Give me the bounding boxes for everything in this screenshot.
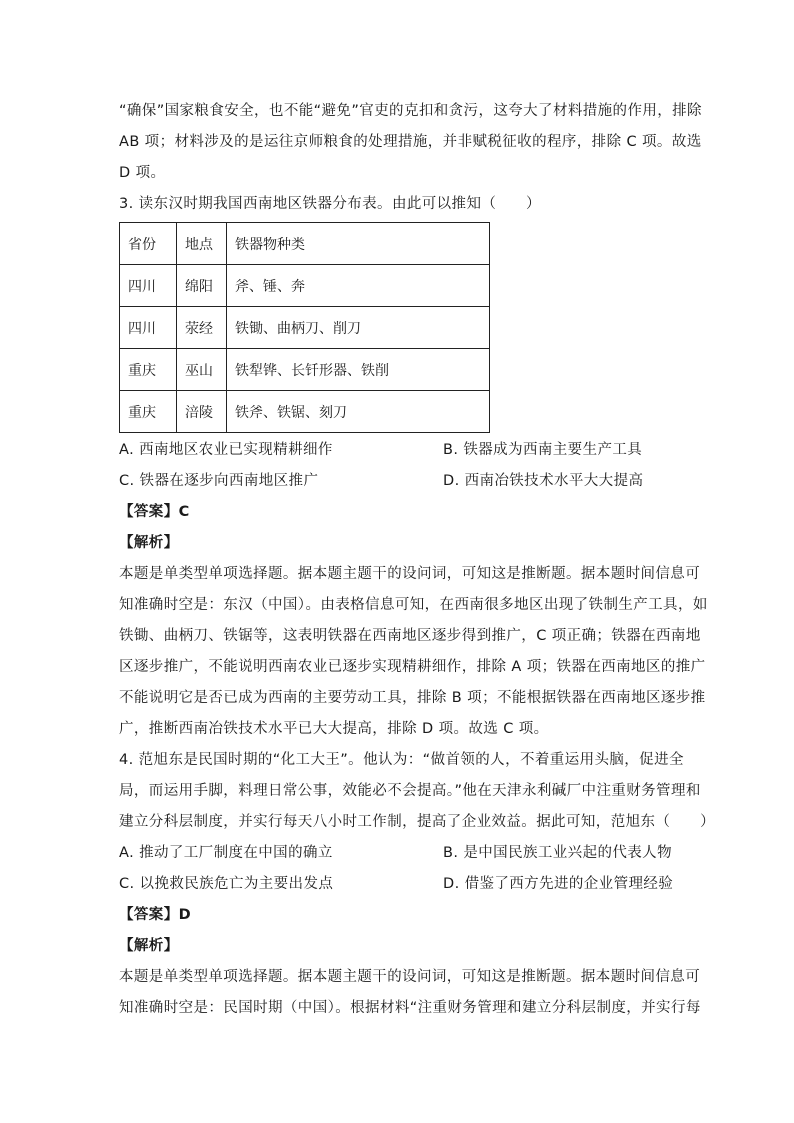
text-line: 铁锄、曲柄刀、铁锯等，这表明铁器在西南地区逐步得到推广，C 项正确；铁器在西南地 [119,628,701,644]
table-row [120,349,490,391]
text-line: D 项。 [119,165,166,181]
table-cell: 铁锄、曲柄刀、削刀 [227,307,490,349]
table-cell: 铁斧、铁锯、刻刀 [227,391,490,433]
table-cell: 荥经 [177,307,227,349]
analysis-paragraph [119,962,701,1024]
answer-line: 【答案】C [119,504,190,520]
table-header-row [120,223,490,265]
analysis-label: 【解析】 [119,938,179,954]
options-row [119,838,679,869]
text-line: 区逐步推广，不能说明西南农业已逐步实现精耕细作，排除 A 项；铁器在西南地区的推广 [119,659,706,675]
table-cell: 巫山 [177,349,227,391]
table-cell: 重庆 [120,391,177,433]
text-line: 知准确时空是：东汉（中国）。由表格信息可知，在西南很多地区出现了铁制生产工具，如 [119,597,708,613]
text-line: 广，推断西南冶铁技术水平已大大提高，排除 D 项。故选 C 项。 [119,721,549,737]
analysis-paragraph [119,559,708,745]
text-line: 本题是单类型单项选择题。据本题主题干的设问词，可知这是推断题。据本题时间信息可 [119,566,701,582]
analysis-label: 【解析】 [119,535,179,551]
table-cell: 斧、锤、奔 [227,265,490,307]
intro-paragraph [119,96,702,189]
table-row [120,307,490,349]
table-header-cell: 省份 [120,223,177,265]
question-stem: 建立分科层制度，并实行每天八小时工作制，提高了企业效益。据此可知，范旭东（ ） [119,814,715,830]
options-row [119,466,679,497]
text-line: 知准确时空是：民国时期（中国）。根据材料“注重财务管理和建立分科层制度，并实行每 [119,1000,701,1016]
document-page [119,96,715,1024]
text-line: 本题是单类型单项选择题。据本题主题干的设问词，可知这是推断题。据本题时间信息可 [119,969,701,985]
options-row [119,435,679,466]
table-row [120,265,490,307]
option-c: C. 以挽救民族危亡为主要出发点 [119,876,334,892]
table-cell: 涪陵 [177,391,227,433]
iron-tools-table [119,222,490,433]
option-d: D. 西南冶铁技术水平大大提高 [443,473,644,489]
option-a: A. 推动了工厂制度在中国的确立 [119,845,333,861]
table-cell: 四川 [120,265,177,307]
question-stem: 局，而运用手脚，料理日常公事，效能必不会提高。”他在天津永利碱厂中注重财务管理和 [119,783,701,799]
table-header-cell: 铁器物种类 [227,223,490,265]
option-d: D. 借鉴了西方先进的企业管理经验 [443,876,674,892]
option-b: B. 是中国民族工业兴起的代表人物 [443,845,672,861]
options-row [119,869,679,900]
option-c: C. 铁器在逐步向西南地区推广 [119,473,319,489]
text-line: 不能说明它是否已成为西南的主要劳动工具，排除 B 项；不能根据铁器在西南地区逐步推 [119,690,706,706]
table-cell: 铁犁铧、长钎形器、铁削 [227,349,490,391]
question-stem: 4. 范旭东是民国时期的“化工大王”。他认为：“做首领的人，不着重运用头脑，促进全 [119,752,684,768]
text-line: AB 项；材料涉及的是运往京师粮食的处理措施，并非赋税征收的程序，排除 C 项。故选 [119,134,702,150]
table-cell: 四川 [120,307,177,349]
question-3 [119,189,708,745]
option-a: A. 西南地区农业已实现精耕细作 [119,442,333,458]
table-cell: 绵阳 [177,265,227,307]
option-b: B. 铁器成为西南主要生产工具 [443,442,643,458]
table-cell: 重庆 [120,349,177,391]
question-4 [119,745,715,1024]
answer-line: 【答案】D [119,907,192,923]
text-line: “确保”国家粮食安全，也不能“避免”官吏的克扣和贪污，这夸大了材料措施的作用，排除 [119,103,702,119]
table-header-cell: 地点 [177,223,227,265]
table-row [120,391,490,433]
question-stem: 3. 读东汉时期我国西南地区铁器分布表。由此可以推知（ ） [119,196,541,212]
